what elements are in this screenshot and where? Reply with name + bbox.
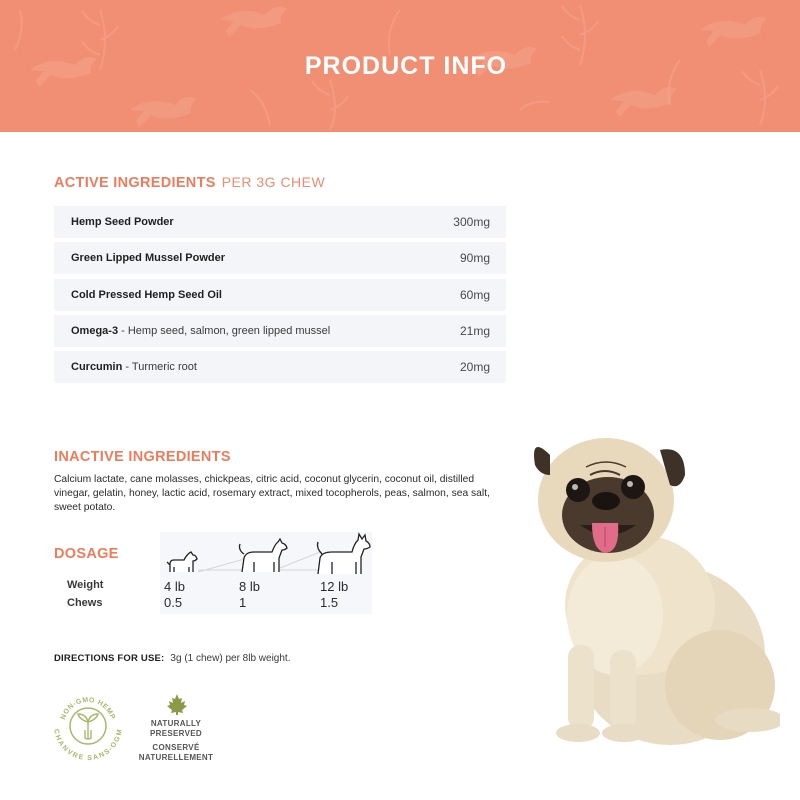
ingredient-name: Omega-3 <box>71 324 119 337</box>
ingredient-description: - Hemp seed, salmon, green lipped mussel <box>118 324 331 337</box>
small-dog-icon <box>167 552 197 572</box>
svg-text:NON-GMO HEMP <box>60 697 116 721</box>
dosage-weight-value: 12 lb <box>320 579 349 594</box>
naturellement-text: NATURELLEMENT <box>138 753 214 762</box>
active-ingredients-heading <box>54 174 325 191</box>
preserved-text: PRESERVED <box>150 729 202 738</box>
ingredient-name: Curcumin <box>71 361 123 374</box>
dosage-weight-value: 4 lb <box>164 579 185 594</box>
naturally-preserved-label <box>140 719 212 739</box>
ingredient-row <box>54 279 506 311</box>
active-ingredients-table <box>54 206 506 387</box>
dosage-chews-value: 1 <box>239 595 247 610</box>
ingredient-amount: 20mg <box>459 360 490 375</box>
dosage-weight-value: 8 lb <box>239 579 260 594</box>
dosage-title: DOSAGE <box>54 546 119 562</box>
active-ingredients-title: ACTIVE INGREDIENTS <box>54 175 216 191</box>
ingredient-amount: 300mg <box>453 215 490 229</box>
non-gmo-hemp-badge <box>52 690 124 762</box>
conserve-text: CONSERVÉ <box>152 743 200 752</box>
directions-for-use <box>54 653 291 664</box>
dosage-dog-illustrations <box>160 530 372 580</box>
dosage-chews-value: 1.5 <box>320 595 339 610</box>
dosage-chews-value: 0.5 <box>164 595 183 610</box>
ingredient-amount: 90mg <box>459 251 490 266</box>
header-banner <box>0 0 800 132</box>
ingredient-amount: 60mg <box>459 287 490 302</box>
ingredient-row <box>54 351 506 383</box>
non-gmo-bottom-text: CHANVRE SANS-OGM <box>52 728 124 762</box>
ingredient-name: Cold Pressed Hemp Seed Oil <box>71 288 222 301</box>
conserve-naturellement-label <box>136 743 216 763</box>
inactive-ingredients-title: INACTIVE INGREDIENTS <box>54 449 231 465</box>
non-gmo-top-text: NON-GMO HEMP <box>59 696 117 721</box>
directions-label: DIRECTIONS FOR USE: <box>54 653 165 664</box>
large-dog-icon <box>318 534 371 574</box>
medium-dog-icon <box>240 539 288 572</box>
ingredient-description: - Turmeric root <box>122 361 197 374</box>
ingredient-row <box>54 242 506 274</box>
ingredient-row <box>54 315 506 347</box>
maple-leaf-icon <box>166 693 188 715</box>
ingredient-name: Green Lipped Mussel Powder <box>71 252 226 265</box>
weight-label: Weight <box>67 579 104 591</box>
active-ingredients-subtitle: PER 3G CHEW <box>221 174 326 190</box>
ingredient-row <box>54 206 506 238</box>
inactive-ingredients-text: Calcium lactate, cane molasses, chickpeas, citric acid, coconut glycerin, coconut oil, distilled vinegar, gelatin, honey, lactic acid, rosemary extract, mixed tocopherols, peas, salmon, sea salt, sweet potato. <box>54 474 490 513</box>
directions-text: 3g (1 chew) per 8lb weight. <box>170 653 291 664</box>
page-title: PRODUCT INFO <box>304 52 508 80</box>
hemp-sprout-icon <box>78 714 98 739</box>
chews-label: Chews <box>67 597 103 609</box>
naturally-text: NATURALLY <box>150 719 202 728</box>
ingredient-amount: 21mg <box>459 323 490 338</box>
ingredient-name: Hemp Seed Powder <box>71 216 174 228</box>
pug-dog-photo <box>520 415 780 755</box>
